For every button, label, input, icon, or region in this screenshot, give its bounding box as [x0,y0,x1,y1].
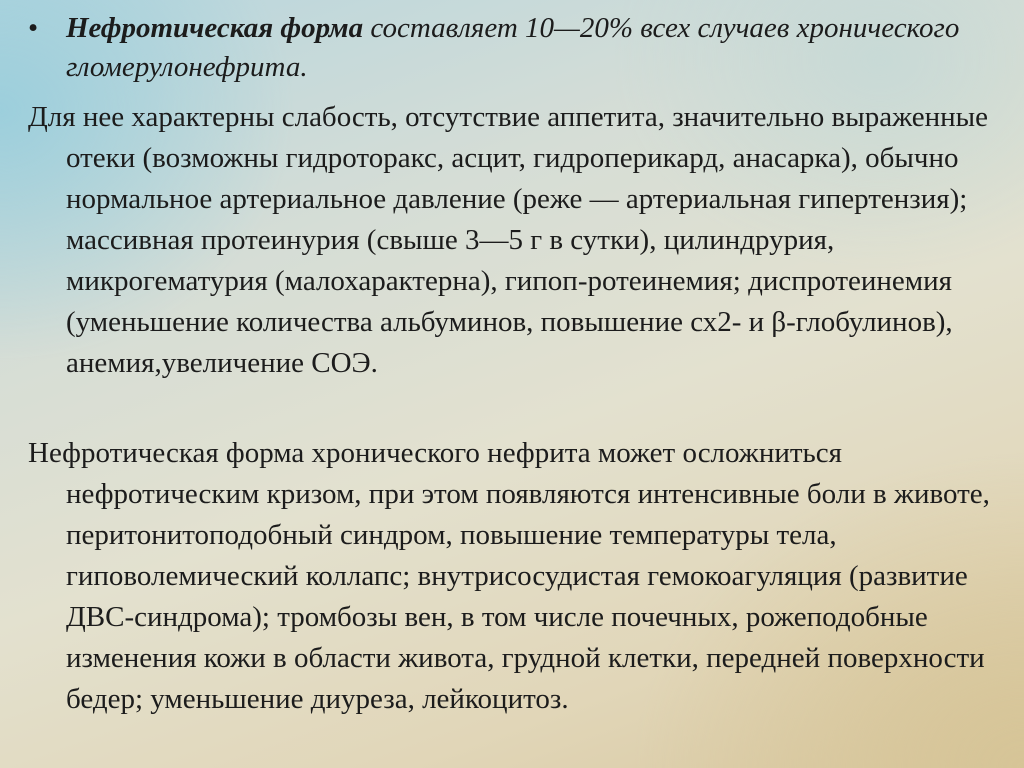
bullet-body: составляет 10—20% всех случаев хронического гломерулонефрита. [66,12,960,83]
bullet-item [28,9,988,87]
bullet-text [66,9,988,87]
paragraph-complications: Нефротическая форма хронического нефрита может осложниться нефротическим кризом, при этом появляются интенсивные боли в животе, перитонитоподобный синдром, повышение температуры тела, гиповолемический коллапс; внутрисосудистая гемокоагуляция (развитие ДВС-синдрома); тромбозы вен, в том числе почечных, рожеподобные изменения кожи в области живота, грудной клетки, передней поверхности бедер; уменьшение диуреза, лейкоцитоз. [28,437,990,715]
bullet-term: Нефротическая форма [66,12,364,44]
paragraph-symptoms: Для нее характерны слабость, отсутствие аппетита, значительно выраженные отеки (возможны гидроторакс, асцит, гидроперикард, анасарка), обычно нормальное артериальное давление (реже — артериальная гипертензия); массивная протеинурия (свыше 3—5 г в сутки), цилиндрурия, микрогематурия (малохарактерна), гипоп-ротеинемия; диспротеинемия (уменьшение количества альбуминов, повышение сх2- и β-глобулинов), анемия,увеличение СОЭ. [28,101,988,379]
bullet-marker: • [28,12,39,44]
